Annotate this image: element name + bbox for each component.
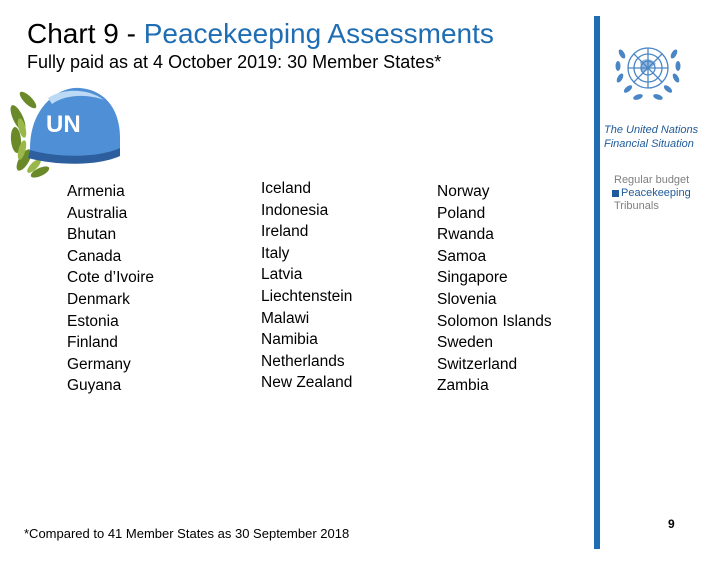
title-prefix: Chart 9 - [27, 18, 144, 49]
list-item: Cote d’Ivoire [67, 269, 155, 287]
member-list-column-3 [437, 181, 552, 397]
list-item: Switzerland [437, 355, 518, 373]
list-item: Netherlands [261, 352, 345, 370]
helmet-label: UN [46, 111, 81, 138]
list-item: Guyana [67, 377, 122, 395]
sidebar-divider [594, 16, 600, 549]
page-number: 9 [668, 517, 675, 531]
title-accent: Peacekeeping Assessments [143, 18, 494, 49]
list-item: Iceland [261, 180, 311, 197]
nav-item-tribunals[interactable]: Tribunals [614, 200, 659, 212]
list-item: Solomon Islands [437, 312, 552, 330]
list-item: Malawi [261, 309, 310, 327]
nav-item-regular-budget[interactable]: Regular budget [614, 174, 690, 186]
list-item: Slovenia [437, 290, 497, 308]
list-item: Liechtenstein [261, 287, 353, 305]
list-item: Latvia [261, 266, 303, 284]
list-item: Finland [67, 334, 118, 352]
list-item: New Zealand [261, 374, 353, 392]
list-item: Italy [261, 244, 290, 262]
member-list-column-1 [67, 181, 154, 397]
footnote: *Compared to 41 Member States as 30 September 2018 [24, 526, 350, 541]
nav-item-label: Peacekeeping [621, 187, 691, 199]
list-item: Denmark [67, 290, 130, 308]
list-item: Zambia [437, 377, 489, 395]
list-item: Poland [437, 204, 486, 222]
list-item: Estonia [67, 312, 119, 330]
list-item: Sweden [437, 334, 494, 352]
list-item: Bhutan [67, 226, 117, 244]
financial-situation-label: The United Nations Financial Situation [604, 124, 699, 150]
list-item: Australia [67, 204, 128, 222]
list-item: Germany [67, 355, 131, 373]
list-item: Singapore [437, 269, 508, 287]
list-item: Indonesia [261, 201, 329, 219]
page-subtitle: Fully paid as at 4 October 2019: 30 Member States* [27, 52, 442, 72]
un-helmet-icon [8, 78, 123, 178]
page-title [27, 14, 494, 54]
member-list-column-2 [261, 178, 352, 394]
sidebar-nav [612, 174, 691, 213]
list-item: Rwanda [437, 226, 494, 244]
list-item: Samoa [437, 247, 487, 265]
list-item: Armenia [67, 183, 125, 200]
nav-item-peacekeeping[interactable] [612, 187, 691, 200]
list-item: Norway [437, 183, 490, 200]
list-item: Namibia [261, 331, 318, 349]
list-item: Ireland [261, 223, 309, 241]
un-emblem-icon [610, 32, 686, 108]
list-item: Canada [67, 247, 122, 265]
active-marker-icon [612, 190, 619, 197]
